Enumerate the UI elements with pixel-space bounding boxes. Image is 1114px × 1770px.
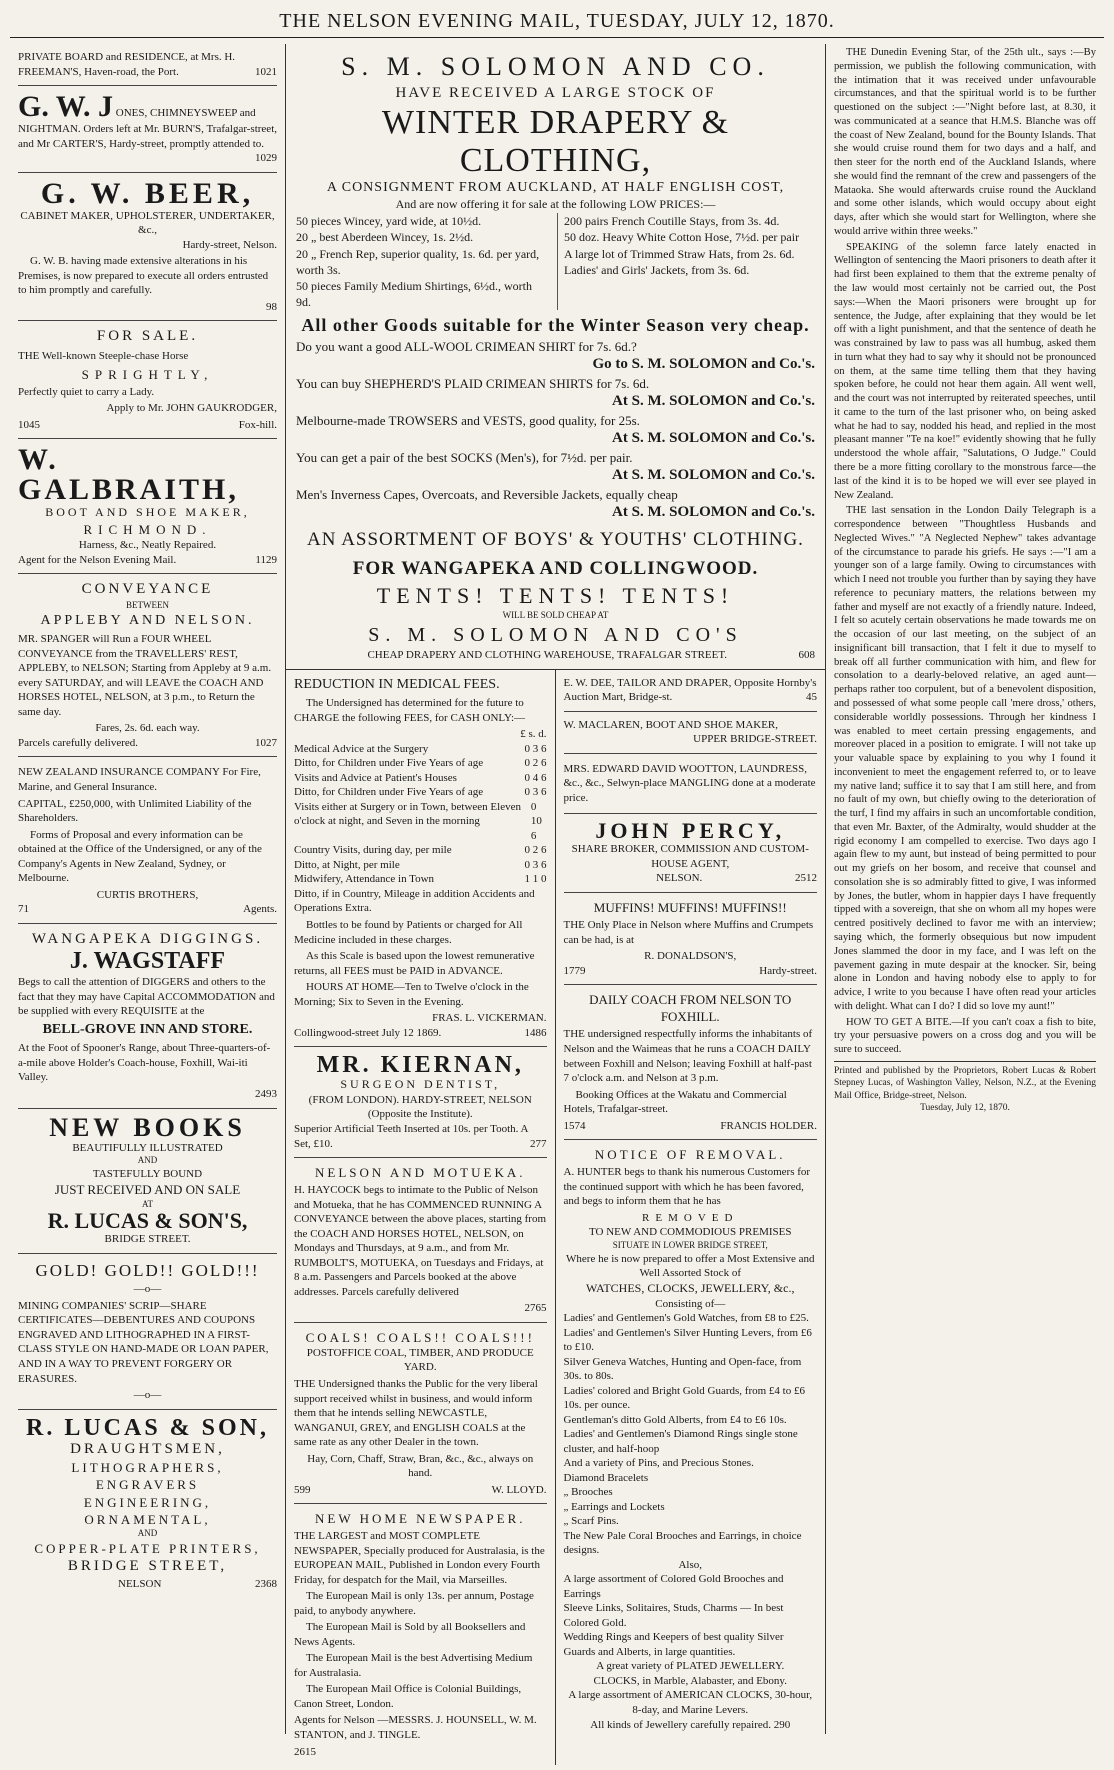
ad-motueka: NELSON AND MOTUEKA. H. HAYCOCK begs to intimate to the Public of Nelson and Motueka, that he has COMMENCED RUNNING A CONVEYANCE between the above places, starting from the COACH AND HORSES HOTEL, NELSON, on Mondays and Thursdays, at 9 a.m., and from Mr. RUMBOLT'S, MOTUEKA, on Tuesdays and Fridays, at 8 a.m. Passengers and Parcels booked at the above addresses. Parcels carefully delivered 2765	[294, 1158, 547, 1323]
column-1	[10, 44, 286, 1734]
ad-for-sale: FOR SALE. THE Well-known Steeple-chase Horse SPRIGHTLY, Perfectly quiet to carry a Lady. Apply to Mr. JOHN GAUKRODGER, 1045 Fox-hill.	[18, 321, 277, 439]
article-dunedin: THE Dunedin Evening Star, of the 25th ult., says :—By permission, we publish the following communication, with the intimation that it was received under unfavourable circumstances, and that the spiritual world is to be further questioned on the subject :—"Night before last, at 8.30, it was communicated at a seance that H.M.S. Blanche was off the coast of New Zealand, bound for the Bounty Islands. That she would cruise round them for two days and a half, and then steer for the north end of the Auckland Islands, where she would find the remnant of the crew and passengers of the Mataoka. She would afterwards cruise round the Auckland and some other islands, which would occupy about eight days, after which she would start for Wellington, where she would arrive within three weeks."	[834, 47, 1096, 237]
ad-kiernan: MR. KIERNAN, SURGEON DENTIST, (FROM LONDON). HARDY-STREET, NELSON (Opposite the Institute). Superior Artificial Teeth Inserted at 10s. per Tooth. A Set, £10. 277	[294, 1047, 547, 1158]
ad-daily-coach: DAILY COACH FROM NELSON TO FOXHILL. THE undersigned respectfully informs the inhabitants of Nelson and the Waimeas that he runs a COACH DAILY between Foxhill and Nelson; leaving Foxhill at half-past 7 o'clock a.m. and Nelson at 3 p.m. Booking Offices at the Wakatu and Commercial Hotels, Trafalgar-street. 1574 FRANCIS HOLDER.	[564, 985, 818, 1140]
ad-medical-fees: REDUCTION IN MEDICAL FEES. The Undersigned has determined for the future to CHARGE the following FEES, for CASH ONLY:— £ s. d. Medical Advice at the Surgery 0 3 6 Ditto, for Children under Five Years of age 0 2 6 Visits and Advice at Patient's Houses 0 4 6 Ditto, for Children under Five Years of age 0 3 6 Visits either at Surgery or in Town, between Eleven o'clock at night, and Seven in the morning 0 10 6 Country Visits, during day, per mile 0 2 6 Ditto, at Night, per mile 0 3 6 Midwifery, Attendance in Town 1 1 0 Ditto, if in Country, Mileage in addition Accidents and Operations Extra. Bottles to be found by Patients or charged for All Medicine included in these charges. As this Scale is based upon the lowest remunerative returns, all FEES must be PAID in ADVANCE. HOURS AT HOME—Ten to Twelve o'clock in the Morning; Six to Seven in the Evening. FRAS. L. VICKERMAN. Collingwood-street July 12 1869. 1486	[294, 670, 547, 1047]
ad-coals: COALS! COALS!! COALS!!! POSTOFFICE COAL, TIMBER, AND PRODUCE YARD. THE Undersigned thanks the Public for the very liberal support received whilst in business, and would inform them that he intends selling NEWCASTLE, WANGANUI, GREY, and ENGLISH COALS at the same rate as any other Dealer in the town. Hay, Corn, Chaff, Straw, Bran, &c., &c., always on hand. 599 W. LLOYD.	[294, 1323, 547, 1504]
ad-dee: E. W. DEE, TAILOR AND DRAPER, Opposite Hornby's Auction Mart, Bridge-st. 45	[564, 670, 818, 712]
ad-conveyance: CONVEYANCE BETWEEN APPLEBY AND NELSON. MR. SPANGER will Run a FOUR WHEEL CONVEYANCE from the TRAVELLERS' REST, APPLEBY, to NELSON; Starting from Appleby at 9 a.m. every SATURDAY, and will LEAVE the COACH AND HORSES HOTEL, NELSON, at 3 p.m., to Return the same day. Fares, 2s. 6d. each way. Parcels carefully delivered. 1027	[18, 574, 277, 757]
solomon-price-list: 50 pieces Wincey, yard wide, at 10½d. 20 „ best Aberdeen Wincey, 1s. 2½d. 20 „ French Rep, superior quality, 1s. 6d. per yard, worth 3s. 50 pieces Family Medium Shirtings, 6½d., worth 9d. 200 pairs French Coutille Stays, from 3s. 4d. 50 doz. Heavy White Cotton Hose, 7½d. per pair A large lot of Trimmed Straw Hats, from 2s. 6d. Ladies' and Girls' Jackets, from 3s. 6d.	[296, 213, 815, 310]
newspaper-page	[10, 10, 1104, 1758]
ad-percy: JOHN PERCY, SHARE BROKER, COMMISSION AND CUSTOM-HOUSE AGENT, NELSON. 2512	[564, 814, 818, 893]
ad-solomon: S. M. SOLOMON AND CO. HAVE RECEIVED A LARGE STOCK OF WINTER DRAPERY & CLOTHING, A CONSIGNMENT FROM AUCKLAND, AT HALF ENGLISH COST, And are now offering it for sale at the following LOW PRICES:— 50 pieces Wincey, yard wide, at 10½d. 20 „ best Aberdeen Wincey, 1s. 2½d. 20 „ French Rep, superior quality, 1s. 6d. per yard, worth 3s. 50 pieces Family Medium Shirtings, 6½d., worth 9d. 200 pairs French Coutille Stays, from 3s. 4d. 50 doz. Heavy White Cotton Hose, 7½d. per pair A large lot of Trimmed Straw Hats, from 2s. 6d. Ladies' and Girls' Jackets, from 3s. 6d. All other Goods suitable for the Winter Season very cheap. Do you want a good ALL-WOOL CRIMEAN SHIRT for 7s. 6d.? Go to S. M. SOLOMON and Co.'s. You can buy SHEPHERD'S PLAID CRIMEAN SHIRTS for 7s. 6d. At S. M. SOLOMON and Co.'s. Melbourne-made TROWSERS and VESTS, good quality, for 25s. At S. M. SOLOMON and Co.'s. You can get a pair of the best SOCKS (Men's), for 7½d. per pair. At S. M. SOLOMON and Co.'s. Men's Inverness Capes, Overcoats, and Reversible Jackets, equally cheap At S. M. SOLOMON and Co.'s. AN ASSORTMENT OF BOYS' & YOUTHS' CLOTHING. FOR WANGAPEKA AND COLLINGWOOD. TENTS! TENTS! TENTS! WILL BE SOLD CHEAP AT S. M. SOLOMON AND CO'S CHEAP DRAPERY AND CLOTHING WAREHOUSE, TRAFALGAR STREET. 608	[286, 44, 825, 670]
ad-galbraith: W. GALBRAITH, BOOT AND SHOE MAKER, RICHMOND. Harness, &c., Neatly Repaired. Agent for the Nelson Evening Mail. 1129	[18, 439, 277, 574]
ad-wootton: MRS. EDWARD DAVID WOOTTON, LAUNDRESS, &c., &c., Selwyn-place MANGLING done at a moderate price.	[564, 754, 818, 815]
article-maori-prisoners: SPEAKING of the solemn farce lately enacted in Wellington of sentencing the Maori prisoners to death after it had first been explained to them that the extreme penalty of the law would most certainly not be carried out, the Post says:—When the Maori prisoners were brought up for sentence, the Judge, after explaining that they would be let off with a light punishment, and that the sentence of death he was constrained by law to pass was all humbug, asked them in turn what they had to say why it should not be pronounced on them, at the same time telling them that they having spoken before, he could not hear them again. All went well, and the court was not interrupted by reiterated speeches, until it came to the turn of the last prisoner who, on being asked what he had to say, nodded his head, and replied in the most pleasant manner "Te na koe!" evidently showing that he fully understood the whole affair, "Salutations, O Judge." Could there be a more fitting corollary to the monstrous farce—the last of the kind it is to be hoped we will ever see played in New Zealand.	[834, 241, 1096, 501]
column-3	[556, 670, 826, 1765]
ad-private-board: PRIVATE BOARD and RESIDENCE, at Mrs. H. FREEMAN'S, Haven-road, the Port. 1021	[18, 44, 277, 86]
ad-beer: G. W. BEER, CABINET MAKER, UPHOLSTERER, UNDERTAKER, &c., Hardy-street, Nelson. G. W. B. having made extensive alterations in his Premises, is now prepared to execute all orders entrusted to him promptly and carefully. 98	[18, 173, 277, 322]
ad-jones: G. W. J ONES, CHIMNEYSWEEP and NIGHTMAN. Orders left at Mr. BURN'S, Trafalgar-street, and Mr CARTER'S, Hardy-street, promptly attended to. 1029	[18, 86, 277, 173]
column-2	[286, 670, 556, 1765]
ad-new-books: NEW BOOKS BEAUTIFULLY ILLUSTRATED AND TASTEFULLY BOUND JUST RECEIVED AND ON SALE AT R. LUCAS & SON'S, BRIDGE STREET.	[18, 1109, 277, 1254]
ad-lucas-son: R. LUCAS & SON, DRAUGHTSMEN, LITHOGRAPHERS, ENGRAVERS ENGINEERING, ORNAMENTAL, AND COPPER-PLATE PRINTERS, BRIDGE STREET, NELSON 2368	[25, 1414, 277, 1590]
article-neglected-nephew: THE last sensation in the London Daily Telegraph is a correspondence between "Thoughtless Husbands and Neglected Wives." "A Neglected Nephew" takes advantage of the circumstance to parade his griefs. He says :—"I am a younger son of a large family. Owing to circumstances with which I need not trouble you further than by saying they have reference to pecuniary matters, the relations between my father and myself are not exactly of a friendly nature. Indeed, I felt so acutely certain observations he made towards me on the occasion of our last meeting, on the subject of an insignificant bill transaction, that I felt it due to myself to break off all further communication with him, and flew for consolation to a dearly-beloved relative, an aged aunt—perhaps rather too corpulent, but of a benevolent disposition, and possessed of what some people call 'mere dross,' others, considerable worldly possessions. Through her kindness I was enabled to meet certain pressing engagements, and moreover placed in a position to emigrate. I will not take up your valuable space by explaining to you why I found it inconvenient to meet the engagement referred to, or to leave my native land; suffice it to say that I am still here, and from no fault of my own, but chiefly owing to the deterioration of the turf, I find my affairs in such an uncomfortable condition, that even Mr. Baxter, of the Admiralty, would shudder at the rigid economy I am compelled to exercise. Two days ago I again flew to my aunt, but instead of being permitted to pour out my griefs on her bosom, and receive that counsel and consolation she is so admirably fitted to give, I was informed by Jones, the butler, whom in happier days I have frequently tipped with a sovereign, that she on whom all my hopes were centred positively declined to favor me with an interview; saying which, the formerly obsequious but now impudent Jones slammed the door in my face, and I was left on the pavement gazing in mute despair at the knocker. Sir, being alone in London and having nobody else to apply to for advice, I write to you because I have often read your articles with delight. What can I do? I did so love my aunt!"	[834, 505, 1096, 1012]
ad-gold: GOLD! GOLD!! GOLD!!! —o— MINING COMPANIES' SCRIP—SHARE CERTIFICATES—DEBENTURES AND COUPONS ENGRAVED AND LITHOGRAPHED IN A FIRST-CLASS STYLE ON HAND-MADE OR LOAN PAPER, AND IN A WAY TO PREVENT FORGERY OR ERASURES. —o—	[18, 1254, 277, 1410]
column-4	[826, 44, 1104, 1734]
ad-new-home-newspaper: NEW HOME NEWSPAPER. THE LARGEST and MOST COMPLETE NEWSPAPER, Specially produced for Australasia, is the EUROPEAN MAIL, Published in London every Fourth Friday, for despatch for the Mail, via Marseilles. The European Mail is only 13s. per annum, Postage paid, to anybody anywhere. The European Mail is Sold by all Booksellers and News Agents. The European Mail is the best Advertising Medium for Australasia. The European Mail Office is Colonial Buildings, Canon Street, London. Agents for Nelson —MESSRS. J. HOUNSELL, W. M. STANTON, and J. TINGLE. 2615	[294, 1511, 545, 1758]
ad-wangapeka: WANGAPEKA DIGGINGS. J. WAGSTAFF Begs to call the attention of DIGGERS and others to the fact that they may have Capital ACCOMMODATION and be supplied with every REQUISITE at the BELL-GROVE INN AND STORE. At the Foot of Spooner's Range, about Three-quarters-of-a-mile above Holder's Coach-house, Foxhill, Wai-iti Valley. 2493	[18, 924, 277, 1109]
article-get-a-bite: HOW TO GET A BITE.—If you can't coax a fish to bite, try your persuasive powers on a cross dog and you will be sure to succeed.	[834, 1016, 1096, 1056]
ad-nz-insurance: NEW ZEALAND INSURANCE COMPANY For Fire, Marine, and General Insurance. CAPITAL, £250,000, with Unlimited Liability of the Shareholders. Forms of Proposal and every information can be obtained at the Office of the Undersigned, or any of the Company's Agents in New Zealand, Sydney, or Melbourne. CURTIS BROTHERS, 71 Agents.	[18, 757, 277, 923]
ad-maclaren: W. MACLAREN, BOOT AND SHOE MAKER, UPPER BRIDGE-STREET.	[564, 712, 818, 754]
masthead: THE NELSON EVENING MAIL, TUESDAY, JULY 12, 1870.	[10, 10, 1104, 38]
ad-notice-of-removal: NOTICE OF REMOVAL. A. HUNTER begs to thank his numerous Customers for the continued support with which he has been favored, and begs to inform them that he has REMOVED TO NEW AND COMMODIOUS PREMISES SITUATE IN LOWER BRIDGE STREET, Where he is now prepared to offer a Most Extensive and Well Assorted Stock of WATCHES, CLOCKS, JEWELLERY, &c., Consisting of— Ladies' and Gentlemen's Gold Watches, from £8 to £25. Ladies' and Gentlemen's Silver Hunting Levers, from £6 to £10. Silver Geneva Watches, Hunting and Open-face, from 30s. to 80s. Ladies' colored and Bright Gold Guards, from £4 to £6 10s. per ounce. Gentleman's ditto Gold Alberts, from £4 to £6 10s. Ladies' and Gentlemen's Diamond Rings single stone cluster, and half-hoop And a variety of Pins, and Precious Stones. Diamond Bracelets „ Brooches „ Earrings and Lockets „ Scarf Pins. The New Pale Coral Brooches and Earrings, in choice designs. Also, A large assortment of Colored Gold Brooches and Earrings Sleeve Links, Solitaires, Studs, Charms — In best Colored Gold. Wedding Rings and Keepers of best quality Silver Guards and Alberts, in large quantities. A great variety of PLATED JEWELLERY. CLOCKS, in Marble, Alabaster, and Ebony. A large assortment of AMERICAN CLOCKS, 30-hour, 8-day, and Marine Levers. All kinds of Jewellery carefully repaired. 290	[563, 1147, 815, 1731]
ad-muffins: MUFFINS! MUFFINS! MUFFINS!! THE Only Place in Nelson where Muffins and Crumpets can be had, is at R. DONALDSON'S, 1779 Hardy-street.	[564, 893, 818, 985]
imprint: Printed and published by the Proprietors, Robert Lucas & Robert Stepney Lucas, of Washington Valley, Nelson, N.Z., at the Evening Mail Office, Bridge-street, Nelson. Tuesday, July 12, 1870.	[834, 1061, 1096, 1114]
middle-section	[286, 44, 826, 1758]
